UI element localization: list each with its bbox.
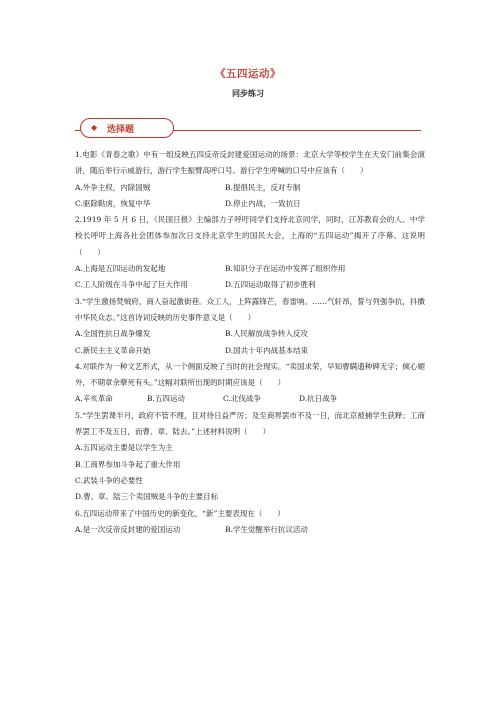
- question-options-4: [75, 391, 425, 407]
- option-4c: C.北伐战争: [223, 394, 261, 404]
- option-5b: B.工商界参加斗争起了重大作用: [75, 459, 181, 469]
- question-options-3-row2: [75, 343, 425, 359]
- question-options-3: [75, 326, 425, 342]
- option-2c: C.工人阶级在斗争中起了巨大作用: [75, 280, 188, 290]
- option-1b: B.提倡民主，反对专制: [225, 182, 301, 192]
- option-1d: D.停止内战，一致抗日: [225, 198, 301, 208]
- option-1a: A.外争主权，内除国贼: [75, 182, 151, 192]
- option-3d: D.国共十年内战基本结束: [225, 345, 309, 355]
- option-2d: D.五四运动取得了初步胜利: [225, 280, 316, 290]
- section-header: [80, 118, 174, 138]
- option-3b: B.人民解放战争转入反攻: [225, 329, 308, 339]
- option-2b: B.知识分子在运动中发挥了组织作用: [225, 264, 346, 274]
- document-title: 《五四运动》: [215, 68, 281, 80]
- question-options-1-row2: [75, 196, 425, 212]
- question-stem-2: 2.1919 年 5 月 6 日，《民国日报》主编部力子呼吁同学们支持北京同学，同时，江苏教育会的人、中学校长呼吁上海各社会团体参加次日支持北京学生的国民大会，上海的“五四运动”揭开了序幕。这说明（ ）: [75, 215, 425, 257]
- question-stem-4: 4.对联作为一种文艺形式，从一个侧面反映了当时的社会现实。“卖国求荣，早知曹瞒遗种碑无字；倾心媚外，不期章余孽死有头。”这幅对联所出现的时期应该是（ ）: [75, 361, 425, 388]
- question-options-2-row2: [75, 277, 425, 293]
- option-5c: C.武装斗争的必要性: [75, 475, 143, 485]
- option-4d: D.抗日战争: [299, 394, 338, 404]
- option-4b: B.五四运动: [147, 394, 185, 404]
- option-6b: B.学生觉醒举行抗议活动: [225, 524, 308, 534]
- option-5a: A.五四运动主要是以学生为主: [75, 443, 173, 453]
- question-stem-1: 1.电影《青春之歌》中有一组反映五四反帝反封建爱国运动的场景：北京大学等校学生在天安门前集会演讲，随后举行示威游行，游行学生振臂高呼口号。游行学生呼喊的口号中应该有（ ）: [75, 150, 425, 176]
- question-stem-3: 3.“学生激扬焚贼府，商人奋起激街巷。众工人，上阵露锋芒，春雷响。……气轩昂，誓与列强争抗，抖擞中华民众志。”这首诗词反映的历史事件意义是（ ）: [75, 296, 425, 322]
- question-stem-5: 5.“学生罢课半月，政府不管不理，且对待日益严厉；及至商界罢市不及一日，而北京被捕学生获释；工商界罢工不及五日，而曹、章、陆去。”上述材料说明（ ）: [75, 410, 425, 437]
- document-subtitle: 同步练习: [232, 88, 264, 98]
- option-6a: A.是一次反帝反封建的爱国运动: [75, 524, 181, 534]
- option-4a: A.辛亥革命: [75, 394, 113, 404]
- question-options-1: [75, 180, 425, 196]
- option-2a: A.上海是五四运动的发起地: [75, 264, 166, 274]
- option-3c: C.新民主主义革命开始: [75, 345, 151, 355]
- question-options-2: [75, 261, 425, 277]
- question-stem-6: 6.五四运动带来了中国历史的新变化，“新”主要表现在（ ）: [75, 508, 285, 518]
- option-5d: D.曹、章、陆三个卖国贼是斗争的主要目标: [75, 492, 219, 502]
- question-options-6: [75, 522, 425, 538]
- option-1c: C.驱除鞑虏，恢复中华: [75, 198, 151, 208]
- question-list: [75, 147, 425, 538]
- option-3a: A.全国性抗日战争爆发: [75, 329, 151, 339]
- diamond-icon: ◆: [91, 123, 98, 132]
- section-label: 选择题: [107, 125, 135, 135]
